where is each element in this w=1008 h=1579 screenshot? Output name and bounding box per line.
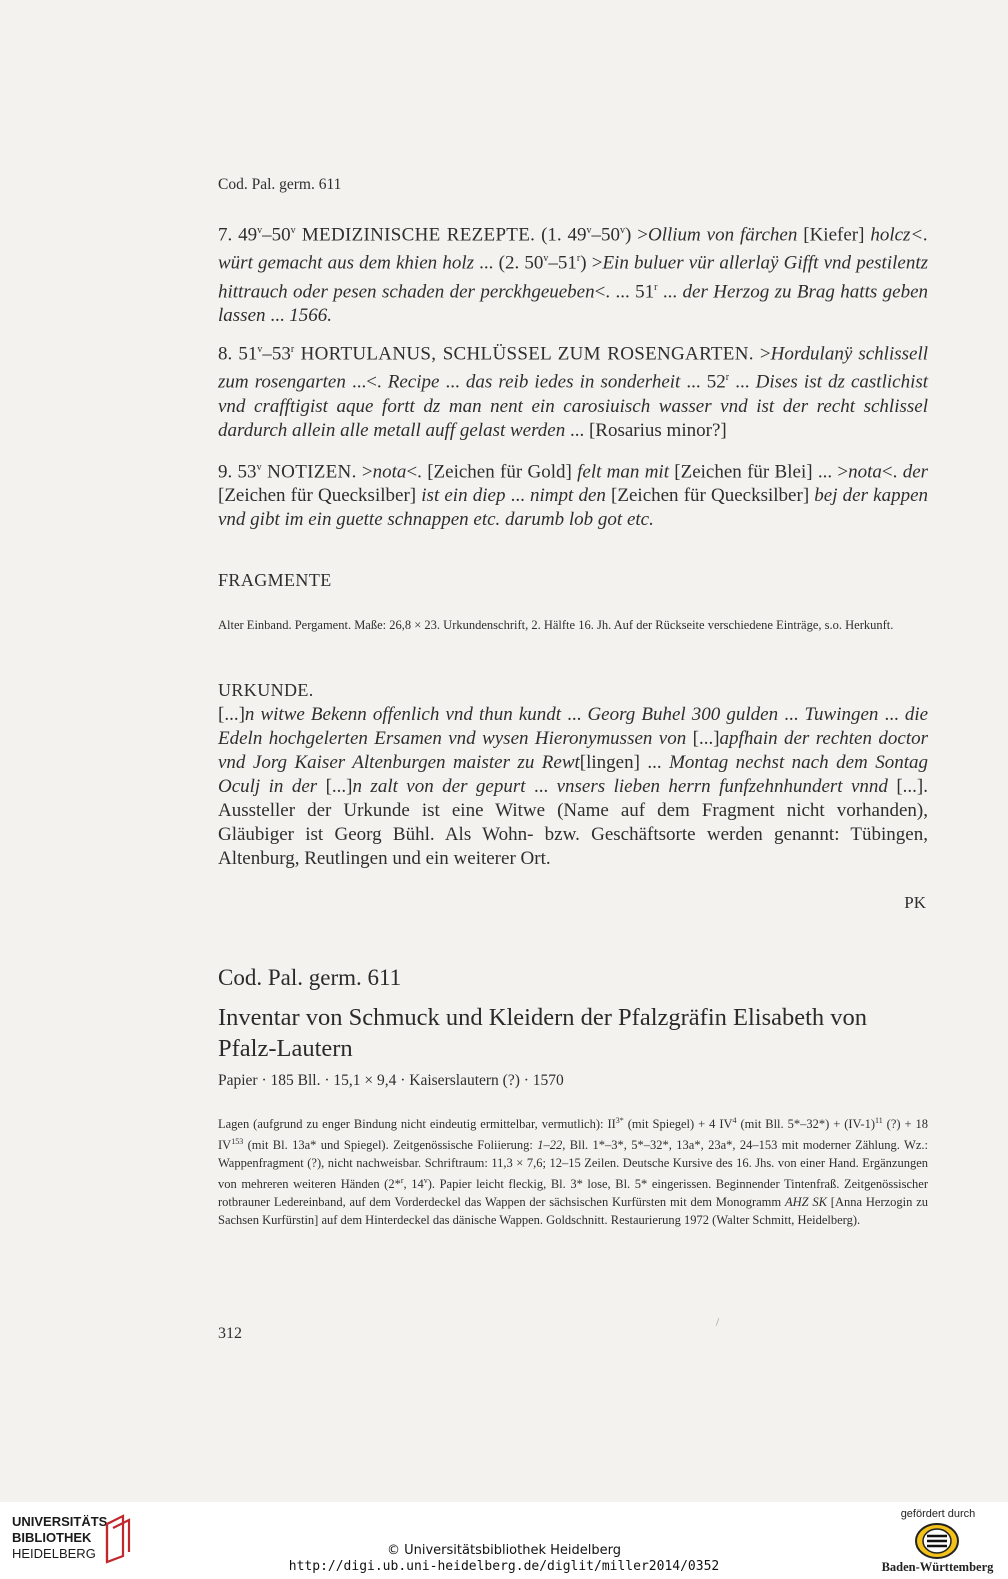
permalink[interactable]: http://digi.ub.uni-heidelberg.de/diglit/miller2014/0352 xyxy=(288,1559,720,1574)
page-number: 312 xyxy=(218,1325,242,1342)
codex-title: Cod. Pal. germ. 611 xyxy=(218,965,402,990)
codex-description: Lagen (aufgrund zu enger Bindung nicht eindeutig ermittelbar, vermutlich): $II^{3*}$ (mit Spiegel) + 4 $IV^4$ (mit Bll. $5*-32*) + (IV-1)^{11}$ (?) + 18 IV$^{153}$ (mit Bl. 13a* und Spiegel). Zeitgenössische Foliierung: 1–22, Bll. 1*–3*, 5*–32*, 13a*, 23a*, 24–153 mit moderner Zählung. Wz.: Wappenfragment (?), nicht nachweisbar. Schriftraum: 11,3 × 7,6; 12–15 Zeilen. Deutsche Kursive des 16. Jhs. von einer Hand. Ergänzungen von mehreren weiteren Händen (2*$^r$, 14$^v$). Papier leicht fleckig, Bl. 3* lose, Bl. 5* eingerissen. Beginnender Tintenfraß. Zeitgenössischer rotbrauner Ledereinband, auf dem Vorderdeckel das Wappen der sächsischen Kurfürsten mit dem Monogramm AHZ SK [Anna Herzogin zu Sachsen Kurfürstin] auf dem Hinterdeckel das dänische Wappen. Goldschnitt. Restaurierung 1972 (Walter Schmitt, Heidelberg). xyxy=(218,1116,929,1228)
funder-name: Baden-Württemberg xyxy=(881,1560,994,1574)
entry-number: 9. 53 xyxy=(218,461,257,483)
running-header: Cod. Pal. germ. 611 xyxy=(218,176,342,193)
library-logo-text[interactable]: UNIVERSITÄTS- BIBLIOTHEK HEIDELBERG xyxy=(12,1514,112,1561)
entry-number: 7. 49 xyxy=(218,224,258,246)
copyright-notice: © Universitätsbibliothek Heidelberg xyxy=(386,1543,621,1558)
scan-mark xyxy=(716,1318,720,1326)
fragmente-heading: FRAGMENTE xyxy=(218,570,332,590)
entry-number: 8. 51 xyxy=(218,343,258,365)
entry-7: 7. 49$^v$–50$^v$ MEDIZINISCHE REZEPTE. (1. $49^v-50^v$) >Ollium von färchen [Kiefer] holcz<. würt gemacht aus dem khien holz ... (2. $50^v-51^r) >Ein$ buluer vür allerlaÿ Gifft vnd pestilentz hittrauch oder pesen schaden der perckhgeueben<. ... 51$^r$ ... der Herzog zu Brag hatts geben lassen ... 1566. xyxy=(218,224,929,326)
entry-heading: HORTULANUS, SCHLÜSSEL ZUM ROSENGARTEN. xyxy=(294,343,754,365)
entry-8: 8. 51$^v$–53$^r$ HORTULANUS, SCHLÜSSEL ZUM ROSENGARTEN. >Hordulanÿ schlissell zum rosengarten ...<. Recipe ... das reib iedes in sonderheit ... 52$^r$ ... Dises ist dz castlichist vnd crafftigist aque fortt dz man nent ein carosiuisch wasser vnd ist der recht schlissel dardurch allein alle metall auff gelast werden ... [Rosarius minor?] xyxy=(218,343,929,441)
footer-bar xyxy=(0,1502,1008,1579)
entry-9: 9. 53$^v$ NOTIZEN. >nota<. [Zeichen für Gold] felt man mit [Zeichen für Blei] ... >nota<. der [Zeichen für Quecksilber] ist ein diep ... nimpt den [Zeichen für Quecksilber] bej der kappen vnd gibt im ein guette schnappen etc. darumb lob got etc. xyxy=(218,461,929,531)
entry-heading: NOTIZEN. xyxy=(261,461,357,483)
entry-heading: MEDIZINISCHE REZEPTE. xyxy=(295,224,536,246)
author-initials: PK xyxy=(904,893,926,912)
main-title: Inventar von Schmuck und Kleidern der Pfalzgräfin Elisabeth von Pfalz-Lautern xyxy=(218,1004,868,1062)
codex-meta: Papier · 185 Bll. · 15,1 × 9,4 · Kaiserslautern (?) · 1570 xyxy=(218,1072,564,1089)
urkunde-heading: URKUNDE. xyxy=(218,680,314,700)
funded-by-label: gefördert durch xyxy=(900,1508,976,1520)
coat-of-arms-icon xyxy=(914,1522,960,1560)
urkunde-text: [...]n witwe Bekenn offenlich vnd thun kundt ... Georg Buhel 300 gulden ... Tuwingen ... die Edeln hochgelerten Ersamen vnd wysen Hieronymussen von [...]apfhain der rechten doctor vnd Jorg Kaiser Altenburgen maister zu Rewt[lingen] ... Montag nechst nach dem Sontag Oculj in der [...]n zalt von der gepurt ... vnsers lieben herrn funfzehnhundert vnnd [...]. Aussteller der Urkunde ist eine Witwe (Name auf dem Fragment nicht vorhanden), Gläubiger ist Georg Bühl. Als Wohn- bzw. Geschäftsorte werden genannt: Tübingen, Altenburg, Reutlingen und ein weiterer Ort. xyxy=(218,704,929,869)
fragmente-description: Alter Einband. Pergament. Maße: 26,8 × 23. Urkundenschrift, 2. Hälfte 16. Jh. Auf der Rückseite verschiedene Einträge, s.o. Herkunft. xyxy=(218,618,894,632)
